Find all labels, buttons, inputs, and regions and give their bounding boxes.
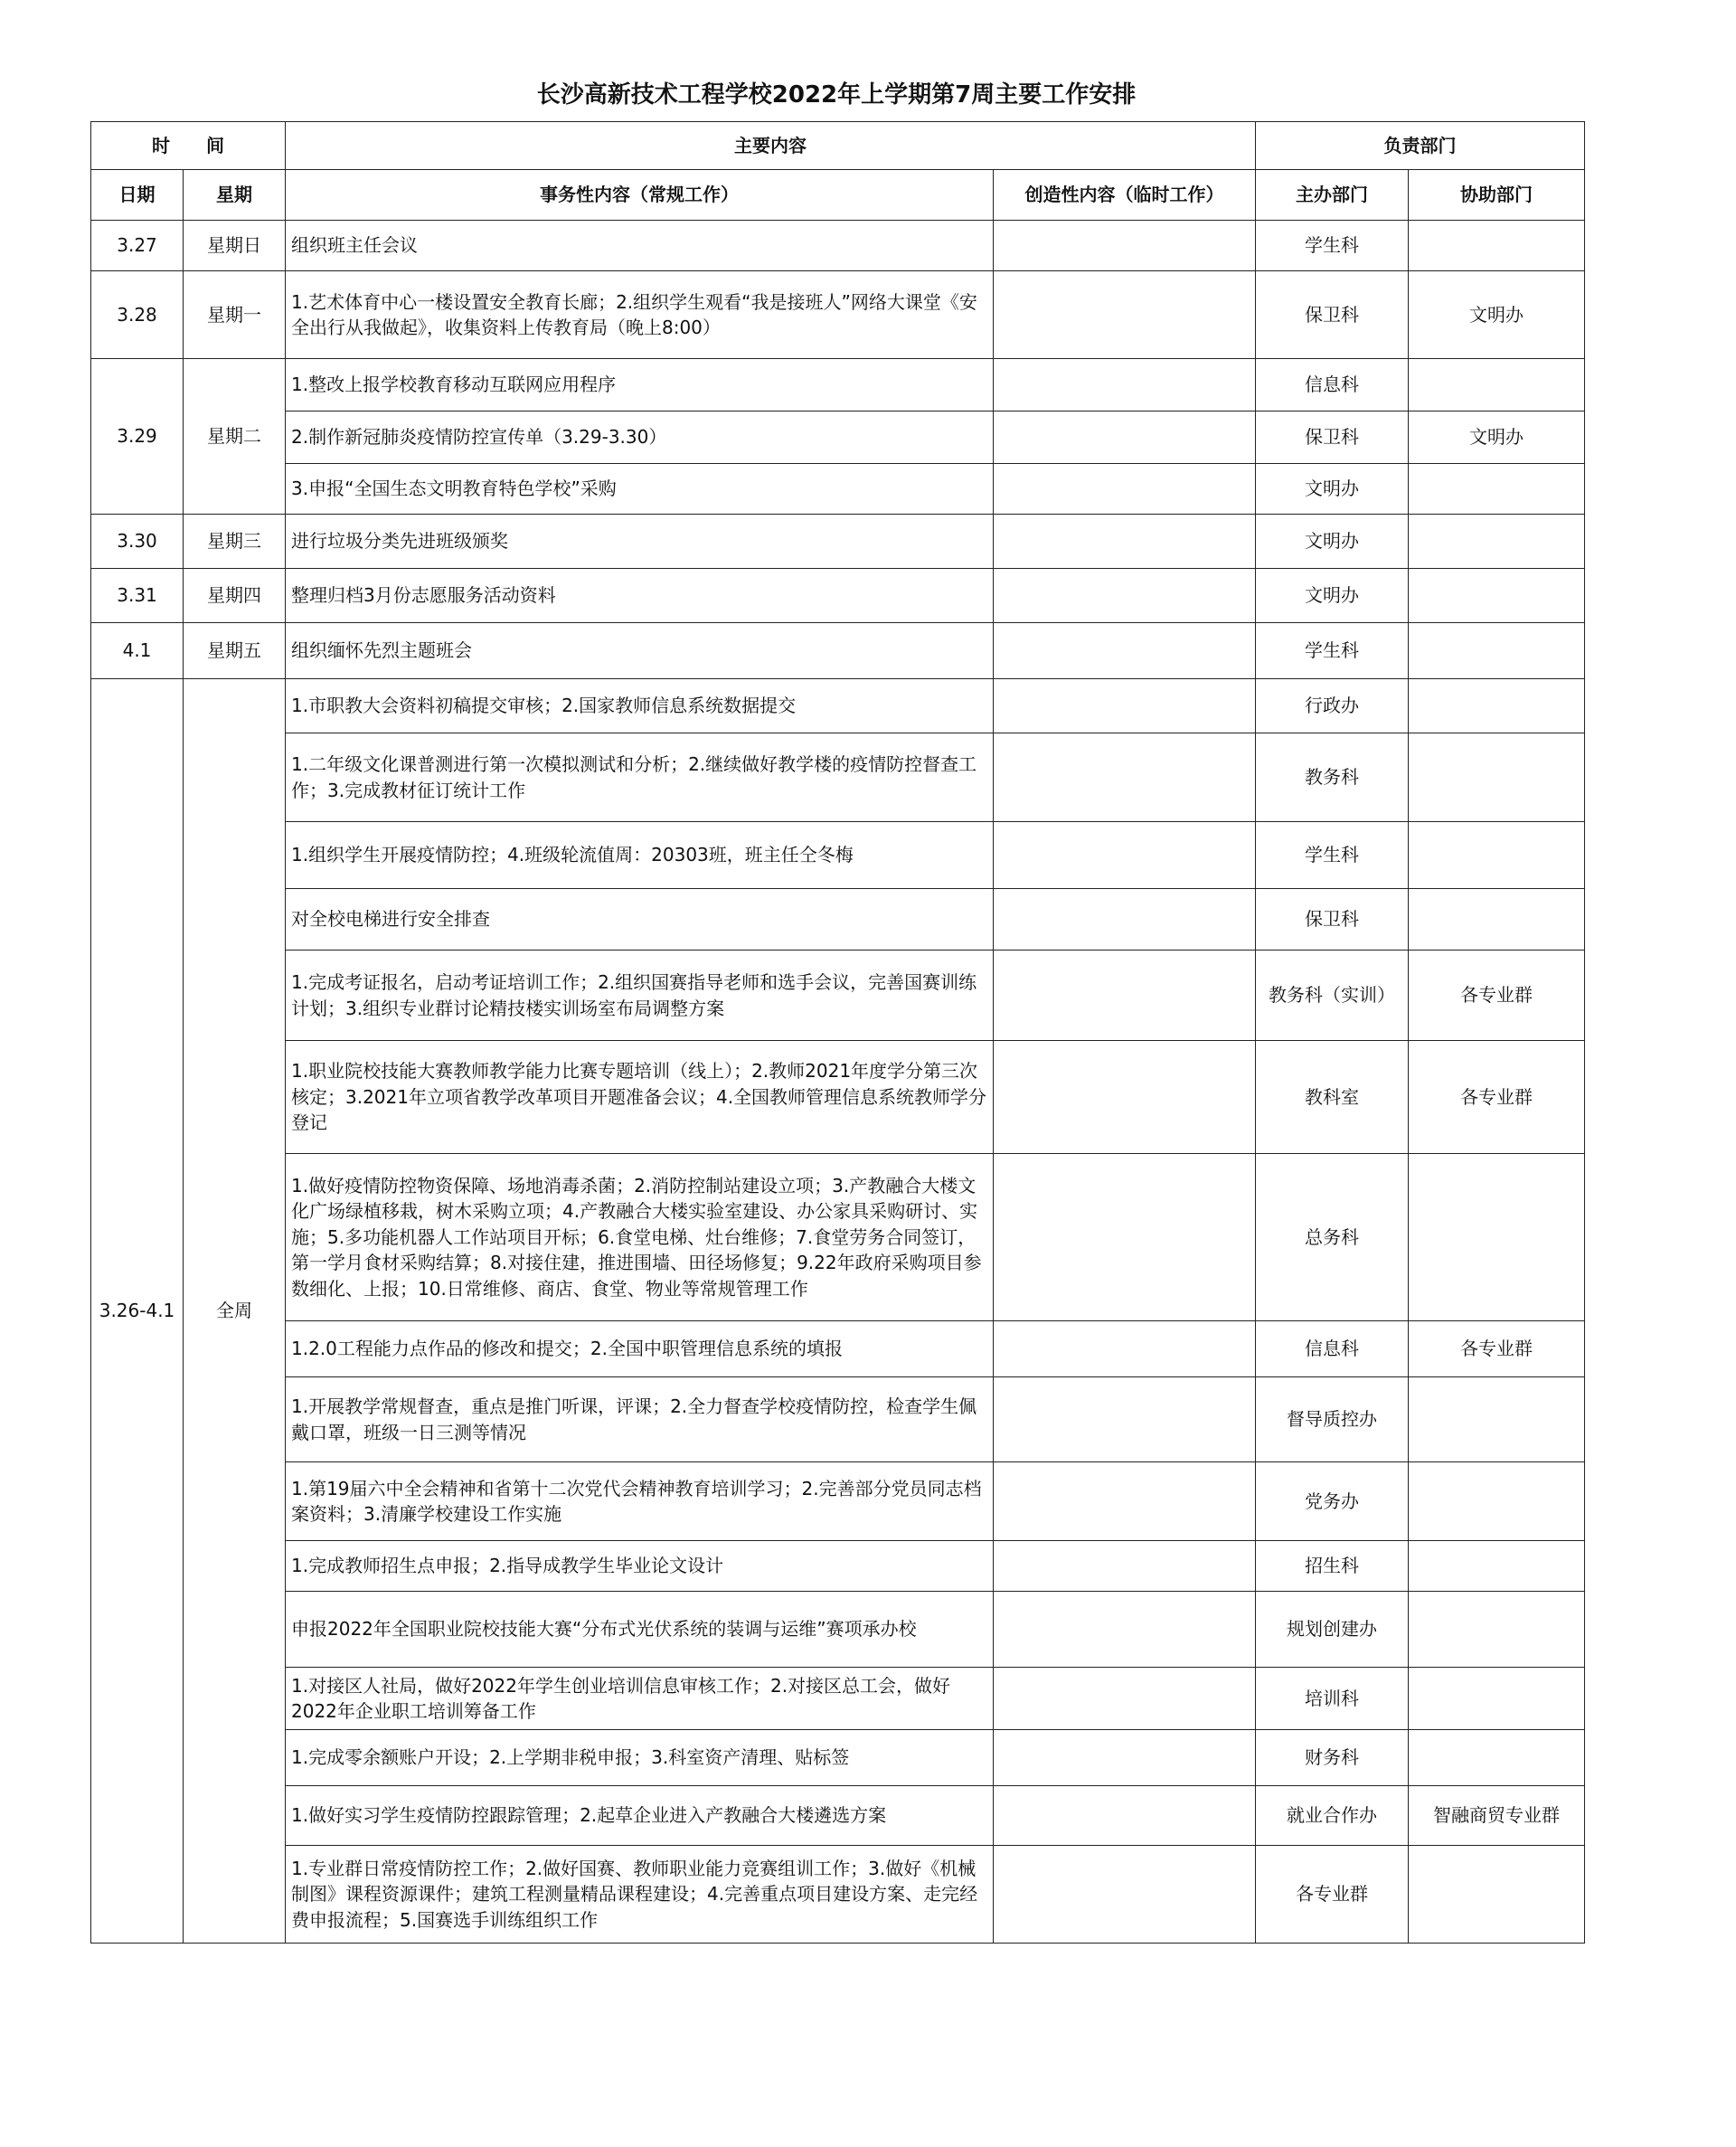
assist-dept-cell: 文明办: [1409, 411, 1585, 464]
table-row: [91, 1786, 1585, 1846]
table-row: [91, 1321, 1585, 1377]
date-cell: 3.27: [91, 221, 184, 271]
header-lead-dept: 主办部门: [1256, 170, 1409, 221]
assist-dept-cell: [1409, 679, 1585, 733]
assist-dept-cell: [1409, 822, 1585, 889]
creative-cell: [994, 822, 1256, 889]
lead-dept-cell: 信息科: [1256, 359, 1409, 411]
table-row: [91, 1730, 1585, 1786]
lead-dept-cell: 总务科: [1256, 1154, 1409, 1321]
header-responsible: 负责部门: [1256, 122, 1585, 170]
routine-cell: 1.第19届六中全会精神和省第十二次党代会精神教育培训学习；2.完善部分党员同志档案资料；3.清廉学校建设工作实施: [286, 1462, 994, 1541]
assist-dept-cell: 智融商贸专业群: [1409, 1786, 1585, 1846]
lead-dept-cell: 信息科: [1256, 1321, 1409, 1377]
header-row-group: [91, 122, 1585, 170]
assist-dept-cell: 文明办: [1409, 271, 1585, 359]
assist-dept-cell: [1409, 1592, 1585, 1668]
lead-dept-cell: 学生科: [1256, 822, 1409, 889]
routine-cell: 1.专业群日常疫情防控工作；2.做好国赛、教师职业能力竞赛组训工作；3.做好《机械制图》课程资源课件；建筑工程测量精品课程建设；4.完善重点项目建设方案、走完经费申报流程；5.国赛选手训练组织工作: [286, 1846, 994, 1944]
creative-cell: [994, 1730, 1256, 1786]
assist-dept-cell: [1409, 1730, 1585, 1786]
assist-dept-cell: [1409, 515, 1585, 569]
routine-cell: 对全校电梯进行安全排查: [286, 889, 994, 951]
creative-cell: [994, 515, 1256, 569]
routine-cell: 3.申报“全国生态文明教育特色学校”采购: [286, 464, 994, 515]
assist-dept-cell: 各专业群: [1409, 951, 1585, 1041]
date-cell: 3.28: [91, 271, 184, 359]
creative-cell: [994, 221, 1256, 271]
routine-cell: 1.完成教师招生点申报；2.指导成教学生毕业论文设计: [286, 1541, 994, 1592]
routine-cell: 1.开展教学常规督查，重点是推门听课，评课；2.全力督查学校疫情防控，检查学生佩戴口罩，班级一日三测等情况: [286, 1377, 994, 1462]
creative-cell: [994, 1846, 1256, 1944]
weekday-cell: 全周: [184, 679, 286, 1944]
assist-dept-cell: 各专业群: [1409, 1321, 1585, 1377]
table-row: [91, 733, 1585, 822]
assist-dept-cell: [1409, 359, 1585, 411]
table-row: [91, 515, 1585, 569]
lead-dept-cell: 学生科: [1256, 221, 1409, 271]
routine-cell: 1.完成零余额账户开设；2.上学期非税申报；3.科室资产清理、贴标签: [286, 1730, 994, 1786]
routine-cell: 1.2.0工程能力点作品的修改和提交；2.全国中职管理信息系统的填报: [286, 1321, 994, 1377]
assist-dept-cell: [1409, 1668, 1585, 1730]
table-row: [91, 1846, 1585, 1944]
table-row: [91, 1377, 1585, 1462]
lead-dept-cell: 文明办: [1256, 569, 1409, 623]
table-row: [91, 359, 1585, 411]
routine-cell: 申报2022年全国职业院校技能大赛“分布式光伏系统的装调与运维”赛项承办校: [286, 1592, 994, 1668]
weekday-cell: 星期日: [184, 221, 286, 271]
header-date: 日期: [91, 170, 184, 221]
creative-cell: [994, 951, 1256, 1041]
creative-cell: [994, 1377, 1256, 1462]
lead-dept-cell: 保卫科: [1256, 889, 1409, 951]
routine-cell: 1.完成考证报名，启动考证培训工作；2.组织国赛指导老师和选手会议，完善国赛训练计划；3.组织专业群讨论精技楼实训场室布局调整方案: [286, 951, 994, 1041]
header-weekday: 星期: [184, 170, 286, 221]
creative-cell: [994, 1154, 1256, 1321]
table-row: [91, 1668, 1585, 1730]
assist-dept-cell: [1409, 889, 1585, 951]
assist-dept-cell: [1409, 1377, 1585, 1462]
date-cell: 4.1: [91, 623, 184, 679]
routine-cell: 1.职业院校技能大赛教师教学能力比赛专题培训（线上）；2.教师2021年度学分第三次核定；3.2021年立项省教学改革项目开题准备会议；4.全国教师管理信息系统教师学分登记: [286, 1041, 994, 1154]
header-creative: 创造性内容（临时工作）: [994, 170, 1256, 221]
routine-cell: 组织班主任会议: [286, 221, 994, 271]
page-title: 长沙高新技术工程学校2022年上学期第7周主要工作安排: [536, 81, 1137, 109]
routine-cell: 1.做好疫情防控物资保障、场地消毒杀菌；2.消防控制站建设立项；3.产教融合大楼文化广场绿植移栽，树木采购立项；4.产教融合大楼实验室建设、办公家具采购研讨、实施；5.多功能机器人工作站项目开标；6.食堂电梯、灶台维修；7.食堂劳务合同签订，第一学月食材采购结算；8.对接住建，推进围墙、田径场修复；9.22年政府采购项目参数细化、上报；10.日常维修、商店、食堂、物业等常规管理工作: [286, 1154, 994, 1321]
lead-dept-cell: 财务科: [1256, 1730, 1409, 1786]
assist-dept-cell: [1409, 623, 1585, 679]
weekday-cell: 星期二: [184, 359, 286, 515]
creative-cell: [994, 464, 1256, 515]
assist-dept-cell: [1409, 1846, 1585, 1944]
weekday-cell: 星期一: [184, 271, 286, 359]
table-row: [91, 623, 1585, 679]
lead-dept-cell: 行政办: [1256, 679, 1409, 733]
lead-dept-cell: 就业合作办: [1256, 1786, 1409, 1846]
table-row: [91, 569, 1585, 623]
creative-cell: [994, 889, 1256, 951]
header-time: 时 间: [91, 122, 286, 170]
routine-cell: 1.整改上报学校教育移动互联网应用程序: [286, 359, 994, 411]
routine-cell: 整理归档3月份志愿服务活动资料: [286, 569, 994, 623]
routine-cell: 1.二年级文化课普测进行第一次模拟测试和分析；2.继续做好教学楼的疫情防控督查工作；3.完成教材征订统计工作: [286, 733, 994, 822]
routine-cell: 1.组织学生开展疫情防控；4.班级轮流值周：20303班，班主任仝冬梅: [286, 822, 994, 889]
lead-dept-cell: 培训科: [1256, 1668, 1409, 1730]
routine-cell: 1.市职教大会资料初稿提交审核；2.国家教师信息系统数据提交: [286, 679, 994, 733]
routine-cell: 1.对接区人社局，做好2022年学生创业培训信息审核工作；2.对接区总工会，做好2022年企业职工培训筹备工作: [286, 1668, 994, 1730]
lead-dept-cell: 各专业群: [1256, 1846, 1409, 1944]
date-cell: 3.31: [91, 569, 184, 623]
creative-cell: [994, 1668, 1256, 1730]
creative-cell: [994, 1592, 1256, 1668]
date-cell: 3.26-4.1: [91, 679, 184, 1944]
table-row: [91, 889, 1585, 951]
date-cell: 3.30: [91, 515, 184, 569]
assist-dept-cell: [1409, 733, 1585, 822]
creative-cell: [994, 679, 1256, 733]
table-row: [91, 951, 1585, 1041]
table-row: [91, 221, 1585, 271]
lead-dept-cell: 教务科: [1256, 733, 1409, 822]
table-row: [91, 1041, 1585, 1154]
creative-cell: [994, 1321, 1256, 1377]
table-row: [91, 1592, 1585, 1668]
lead-dept-cell: 教科室: [1256, 1041, 1409, 1154]
lead-dept-cell: 保卫科: [1256, 411, 1409, 464]
lead-dept-cell: 教务科（实训）: [1256, 951, 1409, 1041]
routine-cell: 组织缅怀先烈主题班会: [286, 623, 994, 679]
assist-dept-cell: [1409, 1462, 1585, 1541]
table-row: [91, 1462, 1585, 1541]
date-cell: 3.29: [91, 359, 184, 515]
creative-cell: [994, 1462, 1256, 1541]
table-row: [91, 411, 1585, 464]
weekday-cell: 星期五: [184, 623, 286, 679]
lead-dept-cell: 党务办: [1256, 1462, 1409, 1541]
lead-dept-cell: 保卫科: [1256, 271, 1409, 359]
assist-dept-cell: 各专业群: [1409, 1041, 1585, 1154]
lead-dept-cell: 文明办: [1256, 515, 1409, 569]
creative-cell: [994, 733, 1256, 822]
lead-dept-cell: 学生科: [1256, 623, 1409, 679]
creative-cell: [994, 1541, 1256, 1592]
table-row: [91, 271, 1585, 359]
weekday-cell: 星期四: [184, 569, 286, 623]
header-routine: 事务性内容（常规工作）: [286, 170, 994, 221]
creative-cell: [994, 271, 1256, 359]
table-row: [91, 464, 1585, 515]
creative-cell: [994, 359, 1256, 411]
routine-cell: 2.制作新冠肺炎疫情防控宣传单（3.29-3.30）: [286, 411, 994, 464]
header-main-content: 主要内容: [286, 122, 1256, 170]
assist-dept-cell: [1409, 1541, 1585, 1592]
creative-cell: [994, 411, 1256, 464]
routine-cell: 1.艺术体育中心一楼设置安全教育长廊；2.组织学生观看“我是接班人”网络大课堂《安全出行从我做起》，收集资料上传教育局（晚上8:00）: [286, 271, 994, 359]
lead-dept-cell: 招生科: [1256, 1541, 1409, 1592]
table-row: [91, 1154, 1585, 1321]
assist-dept-cell: [1409, 569, 1585, 623]
header-row-columns: [91, 170, 1585, 221]
table-row: [91, 822, 1585, 889]
schedule-table: [90, 121, 1585, 1944]
routine-cell: 进行垃圾分类先进班级颁奖: [286, 515, 994, 569]
header-assist-dept: 协助部门: [1409, 170, 1585, 221]
weekday-cell: 星期三: [184, 515, 286, 569]
lead-dept-cell: 文明办: [1256, 464, 1409, 515]
table-row: [91, 679, 1585, 733]
creative-cell: [994, 623, 1256, 679]
lead-dept-cell: 规划创建办: [1256, 1592, 1409, 1668]
assist-dept-cell: [1409, 1154, 1585, 1321]
routine-cell: 1.做好实习学生疫情防控跟踪管理；2.起草企业进入产教融合大楼遴选方案: [286, 1786, 994, 1846]
creative-cell: [994, 1041, 1256, 1154]
table-row: [91, 1541, 1585, 1592]
creative-cell: [994, 569, 1256, 623]
assist-dept-cell: [1409, 221, 1585, 271]
lead-dept-cell: 督导质控办: [1256, 1377, 1409, 1462]
assist-dept-cell: [1409, 464, 1585, 515]
creative-cell: [994, 1786, 1256, 1846]
